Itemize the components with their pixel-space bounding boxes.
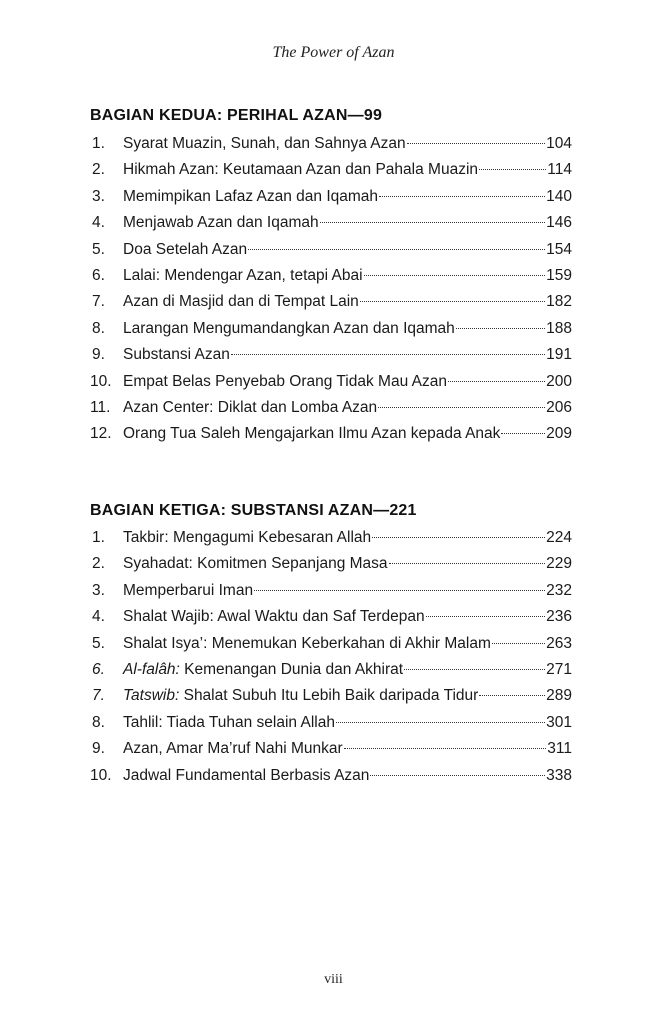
entry-number: 11.	[90, 398, 111, 416]
entry-page: 263	[546, 634, 572, 652]
entry-title: Larangan Mengumandangkan Azan dan Iqamah	[123, 319, 455, 337]
entry-title: Orang Tua Saleh Mengajarkan Ilmu Azan kepada Anak	[123, 425, 501, 443]
entry-number: 6.	[92, 266, 105, 284]
toc-entry	[90, 710, 572, 736]
toc-section-bagian-ketiga	[90, 500, 572, 789]
entry-title: Syahadat: Komitmen Sepanjang Masa	[123, 555, 388, 573]
entry-title: Azan, Amar Ma’ruf Nahi Munkar	[123, 740, 343, 758]
dot-leader	[254, 590, 545, 591]
toc-entry	[90, 395, 572, 421]
entry-title: Memperbarui Iman	[123, 581, 254, 599]
toc-entry	[90, 736, 572, 762]
toc-entry	[90, 421, 572, 447]
entry-page: 154	[546, 240, 572, 258]
toc-entry	[90, 578, 572, 604]
entry-number: 1.	[92, 529, 105, 546]
entry-page: 188	[546, 319, 572, 337]
entry-page: 229	[546, 555, 572, 573]
entry-page: 159	[546, 266, 572, 284]
entry-title-rest: Shalat Subuh Itu Lebih Baik daripada Tidur	[179, 687, 479, 705]
entry-number: 5.	[92, 634, 105, 652]
entry-page: 146	[546, 214, 572, 232]
toc-entry	[90, 631, 572, 657]
dot-leader	[364, 275, 546, 276]
dot-leader	[479, 169, 546, 170]
entry-page: 206	[546, 398, 572, 416]
entry-title: Menjawab Azan dan Iqamah	[123, 214, 319, 232]
toc-entry	[90, 184, 572, 210]
entry-page: 191	[546, 346, 572, 364]
toc-entry	[90, 657, 572, 683]
entry-title: Doa Setelah Azan	[123, 240, 248, 258]
entry-title: Azan Center: Diklat dan Lomba Azan	[123, 398, 378, 416]
entry-page: 209	[546, 425, 572, 443]
dot-leader	[456, 328, 545, 329]
dot-leader	[379, 196, 545, 197]
entry-title: Substansi Azan	[123, 346, 230, 364]
dot-leader	[372, 537, 545, 538]
entry-page: 114	[547, 161, 572, 179]
entry-page: 182	[546, 293, 572, 311]
entry-page: 236	[546, 608, 572, 626]
toc-entry	[90, 369, 572, 395]
entry-number: 2.	[92, 555, 105, 573]
entry-number: 7.	[92, 293, 105, 311]
section-heading: BAGIAN KEDUA: PERIHAL AZAN—99	[90, 107, 383, 124]
entry-title-rest: Kemenangan Dunia dan Akhirat	[179, 660, 404, 678]
entry-title: Hikmah Azan: Keutamaan Azan dan Pahala Muazin	[123, 161, 479, 179]
toc-entry	[90, 131, 572, 157]
entry-page: 289	[546, 687, 572, 705]
entry-number: 1.	[92, 135, 105, 152]
entry-page: 224	[546, 529, 572, 546]
entry-page: 140	[546, 187, 572, 205]
entry-title: Lalai: Mendengar Azan, tetapi Abai	[123, 266, 363, 284]
entry-title: Memimpikan Lafaz Azan dan Iqamah	[123, 187, 379, 205]
entry-title: Syarat Muazin, Sunah, dan Sahnya Azan	[123, 135, 406, 152]
entry-title-italic: Tatswib:	[123, 687, 180, 705]
entry-title: Takbir: Mengagumi Kebesaran Allah	[123, 529, 372, 546]
entry-page: 311	[547, 740, 572, 758]
dot-leader	[370, 775, 545, 776]
toc-entry	[90, 263, 572, 289]
toc-entry	[90, 316, 572, 342]
entry-number: 9.	[92, 346, 105, 364]
entry-number: 2.	[92, 161, 105, 179]
entry-page: 104	[546, 135, 572, 152]
dot-leader	[360, 301, 545, 302]
entry-title-italic: Al-falâh:	[123, 660, 180, 678]
page-number: viii	[324, 972, 343, 987]
toc-entry	[90, 763, 572, 789]
toc-section-bagian-kedua	[90, 105, 572, 448]
running-head: The Power of Azan	[272, 44, 395, 61]
entry-number: 10.	[90, 766, 112, 784]
dot-leader	[248, 249, 545, 250]
entry-title: Jadwal Fundamental Berbasis Azan	[123, 766, 370, 784]
dot-leader	[479, 695, 545, 696]
toc-entry	[90, 237, 572, 263]
entry-number: 3.	[92, 187, 105, 205]
entry-title: Shalat Isya’: Menemukan Keberkahan di Akhir Malam	[123, 634, 491, 652]
entry-number: 10.	[90, 372, 112, 390]
entry-number: 8.	[92, 319, 105, 337]
toc-entry	[90, 525, 572, 551]
entry-number: 12.	[90, 425, 112, 443]
entry-number: 7.	[92, 687, 105, 705]
toc-list	[90, 131, 572, 448]
entry-title: Azan di Masjid dan di Tempat Lain	[123, 293, 359, 311]
entry-number: 3.	[92, 581, 105, 599]
dot-leader	[426, 616, 546, 617]
dot-leader	[492, 643, 545, 644]
toc-list	[90, 525, 572, 789]
dot-leader	[501, 433, 545, 434]
dot-leader	[404, 669, 545, 670]
dot-leader	[231, 354, 545, 355]
entry-title	[123, 657, 403, 683]
toc-entry	[90, 210, 572, 236]
dot-leader	[389, 563, 546, 564]
entry-number: 6.	[92, 660, 105, 678]
dot-leader	[320, 222, 546, 223]
toc-entry	[90, 289, 572, 315]
entry-number: 8.	[92, 713, 105, 731]
entry-number: 9.	[92, 740, 105, 758]
section-heading: BAGIAN KETIGA: SUBSTANSI AZAN—221	[90, 502, 417, 519]
entry-title: Shalat Wajib: Awal Waktu dan Saf Terdepan	[123, 608, 425, 626]
toc-entry	[90, 342, 572, 368]
entry-page: 301	[546, 713, 572, 731]
toc-entry	[90, 604, 572, 630]
dot-leader	[378, 407, 545, 408]
entry-title	[123, 683, 478, 709]
toc-entry	[90, 683, 572, 709]
toc-entry	[90, 551, 572, 577]
dot-leader	[407, 143, 545, 144]
entry-page: 271	[546, 660, 572, 678]
dot-leader	[344, 748, 547, 749]
entry-title: Empat Belas Penyebab Orang Tidak Mau Azan	[123, 372, 447, 390]
dot-leader	[448, 381, 545, 382]
entry-number: 5.	[92, 240, 105, 258]
entry-page: 200	[546, 372, 572, 390]
entry-page: 232	[546, 581, 572, 599]
entry-number: 4.	[92, 608, 105, 626]
entry-title: Tahlil: Tiada Tuhan selain Allah	[123, 713, 335, 731]
toc-entry	[90, 157, 572, 183]
dot-leader	[336, 722, 545, 723]
entry-number: 4.	[92, 214, 105, 232]
entry-page: 338	[546, 766, 572, 784]
